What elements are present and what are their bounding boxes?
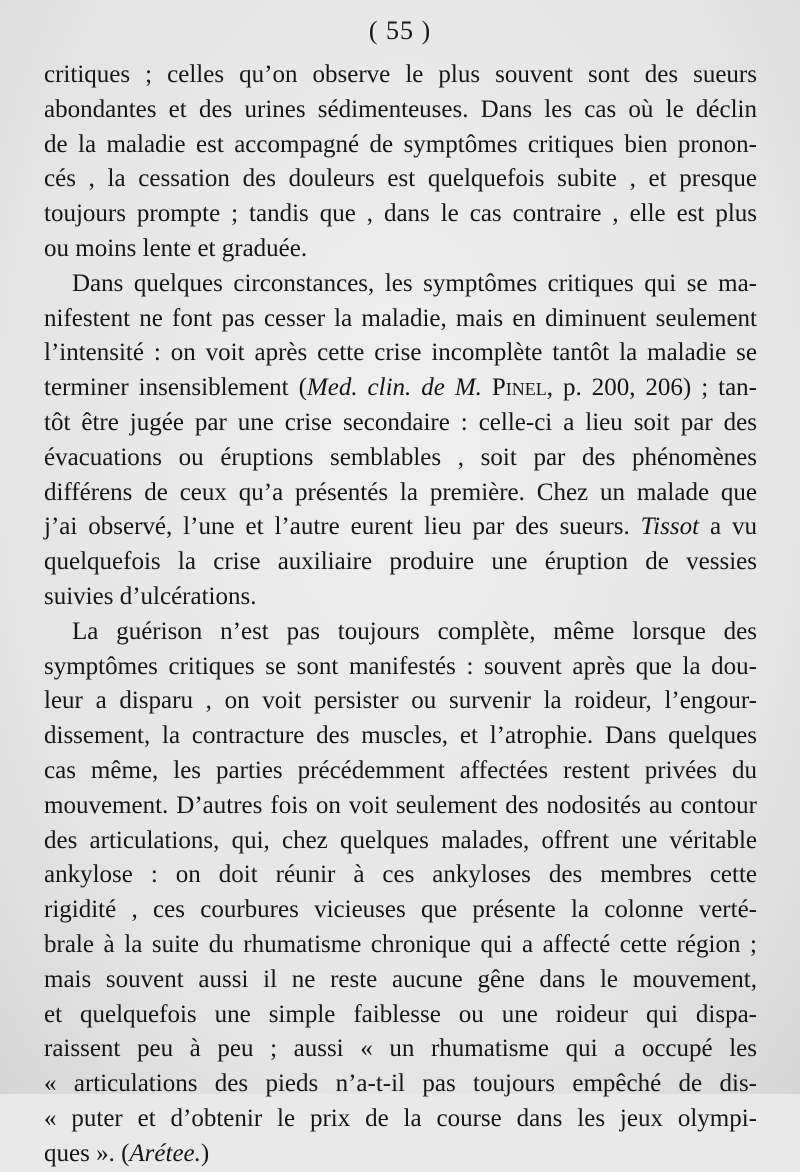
text-line	[44, 510, 757, 545]
text-line	[44, 963, 757, 998]
text-segment: j’ai observé, l’une et l’autre eurent lieu par des sueurs.	[44, 513, 641, 541]
text-segment: mouvement. D’autres fois on voit seulement des nodosités au contour	[44, 791, 757, 819]
text-line	[44, 998, 757, 1033]
text-line	[44, 267, 757, 302]
text-segment: différens de ceux qu’a présentés la première. Chez un malade que	[44, 478, 757, 506]
text-line	[44, 336, 757, 371]
text-segment: « articulations des pieds n’a-t-il pas toujours empêché de dis-	[44, 1070, 757, 1098]
text-segment: a vu	[699, 513, 757, 541]
text-segment: La guérison n’est pas toujours complète, même lorsque des	[72, 617, 757, 645]
text-line	[44, 789, 757, 824]
small-caps-text: Pinel	[491, 374, 547, 402]
text-line	[44, 858, 757, 893]
text-line	[44, 93, 757, 128]
text-line	[44, 1137, 757, 1172]
text-segment: terminer insensiblement (	[44, 374, 307, 402]
text-segment: l’intensité : on voit après cette crise incomplète tantôt la maladie se	[44, 339, 757, 367]
text-segment: Dans quelques circonstances, les symptômes critiques qui se ma-	[72, 269, 757, 297]
text-segment: )	[200, 1139, 210, 1167]
text-segment: ou moins lente et graduée.	[44, 234, 308, 262]
paragraph	[44, 615, 757, 1172]
text-segment: « puter et d’obtenir le prix de la course dans les jeux olympi-	[44, 1104, 757, 1132]
text-line	[44, 684, 757, 719]
text-line	[44, 893, 757, 928]
paragraph	[44, 58, 757, 267]
text-segment: rigidité , ces courbures vicieuses que présente la colonne verté-	[44, 896, 757, 924]
text-line	[44, 441, 757, 476]
text-segment: cés , la cessation des douleurs est quelquefois subite , et presque	[44, 165, 757, 193]
text-segment: de la maladie est accompagné de symptômes critiques bien pronon-	[44, 130, 757, 158]
text-segment: toujours prompte ; tandis que , dans le cas contraire , elle est plus	[44, 200, 757, 228]
text-segment	[482, 374, 492, 401]
text-segment: tôt être jugée par une crise secondaire : celle-ci a lieu soit par des	[44, 408, 757, 436]
text-line	[44, 719, 757, 754]
text-line	[44, 1102, 757, 1137]
text-line	[44, 580, 757, 615]
text-segment: mais souvent aussi il ne reste aucune gêne dans le mouvement,	[44, 965, 757, 993]
text-segment: brale à la suite du rhumatisme chronique qui a affecté cette région ;	[44, 930, 757, 958]
text-segment: quelquefois la crise auxiliaire produire une éruption de vessies	[44, 548, 757, 576]
text-line	[44, 650, 757, 685]
text-line	[44, 754, 757, 789]
text-segment: raissent peu à peu ; aussi « un rhumatisme qui a occupé les	[44, 1035, 757, 1063]
text-line	[44, 128, 757, 163]
text-line	[44, 928, 757, 963]
text-segment: leur a disparu , on voit persister ou survenir la roideur, l’engour-	[44, 687, 757, 715]
text-segment: évacuations ou éruptions semblables , soit par des phénomènes	[44, 443, 757, 471]
text-line	[44, 824, 757, 859]
text-line	[44, 615, 757, 650]
text-line	[44, 371, 757, 406]
text-segment: des articulations, qui, chez quelques malades, offrent une véritable	[44, 826, 757, 854]
text-segment: critiques ; celles qu’on observe le plus souvent sont des sueurs	[44, 61, 757, 88]
text-segment: dissement, la contracture des muscles, et l’atrophie. Dans quelques	[44, 722, 757, 750]
text-segment: suivies d’ulcérations.	[44, 582, 257, 610]
text-line	[44, 162, 757, 197]
text-line	[44, 302, 757, 337]
text-segment: ankylose : on doit réunir à ces ankyloses des membres cette	[44, 861, 757, 889]
italic-text: Med. clin. de M.	[306, 374, 482, 402]
text-line	[44, 232, 757, 267]
page-number: ( 55 )	[368, 16, 432, 45]
body-text	[44, 58, 757, 1172]
text-line	[44, 545, 757, 580]
text-segment: cas même, les parties précédemment affectées restent privées du	[44, 756, 757, 784]
text-line	[44, 58, 757, 93]
text-segment: et quelquefois une simple faiblesse ou une roideur qui dispa-	[44, 1000, 757, 1028]
text-segment: abondantes et des urines sédimenteuses. Dans les cas où le déclin	[44, 95, 757, 123]
text-line	[44, 406, 757, 441]
text-segment: ques ». (	[44, 1139, 130, 1167]
italic-text: Arétee.	[129, 1139, 201, 1167]
text-line	[44, 1032, 757, 1067]
text-segment: , p. 200, 206) ; tan-	[546, 374, 757, 402]
paragraph	[44, 267, 757, 615]
text-segment: nifestent ne font pas cesser la maladie, mais en diminuent seulement	[44, 304, 757, 332]
text-line	[44, 197, 757, 232]
text-line	[44, 476, 757, 511]
italic-text: Tissot	[640, 513, 700, 541]
text-line	[44, 1067, 757, 1102]
text-segment: symptômes critiques se sont manifestés : souvent après que la dou-	[44, 652, 757, 680]
